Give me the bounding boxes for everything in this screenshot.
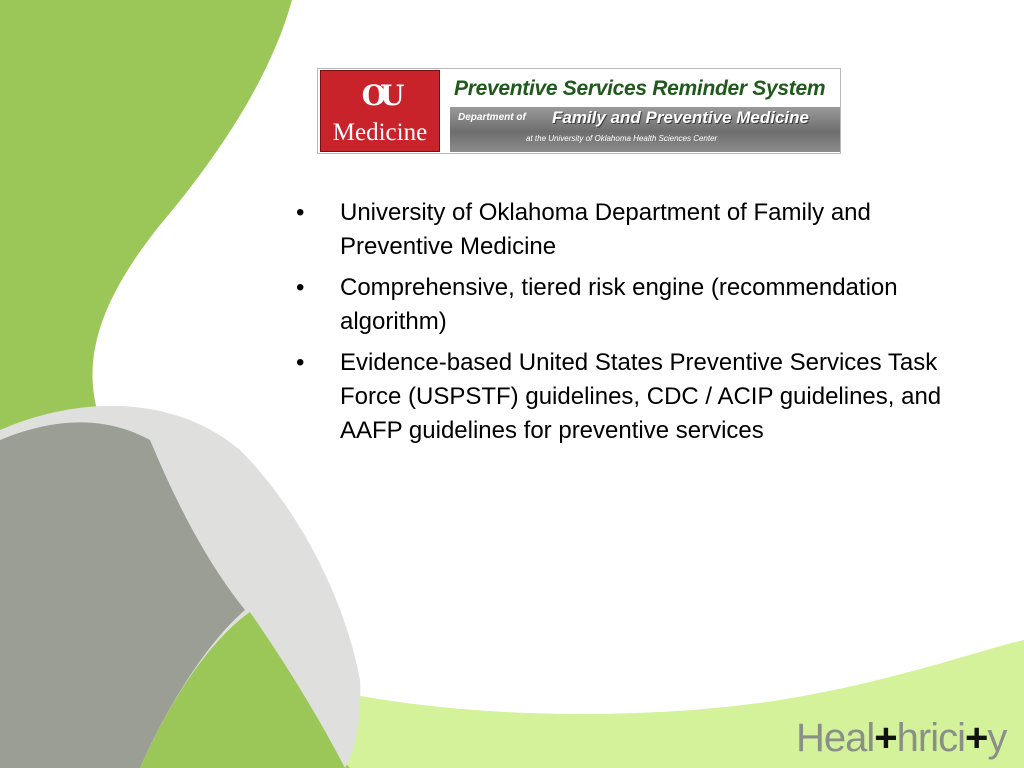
plus-icon: + <box>874 716 897 760</box>
department-name: Family and Preventive Medicine <box>552 108 809 127</box>
logo-text: Medicine <box>332 119 428 146</box>
bullet-text: University of Oklahoma Department of Family and Preventive Medicine <box>340 199 871 260</box>
brand-part: hrici <box>896 716 965 760</box>
department-prefix: Department of <box>458 112 526 123</box>
ou-medicine-logo <box>320 70 440 152</box>
banner-title: Preventive Services Reminder System <box>454 77 826 100</box>
bullet-text: Evidence-based United States Preventive Services Task Force (USPSTF) guidelines, CDC / ACIP guidelines, and AAFP guidelines for preventive services <box>340 349 942 444</box>
department-strip <box>450 107 840 152</box>
bullet-item <box>296 346 956 448</box>
bullet-icon: • <box>296 199 305 226</box>
bullet-icon: • <box>296 349 305 376</box>
ou-monogram-icon: OU <box>361 79 399 112</box>
healthricity-logo <box>796 716 1006 761</box>
department-banner <box>317 68 841 154</box>
bullet-list <box>296 196 956 455</box>
bullet-icon: • <box>296 274 305 301</box>
plus-icon: + <box>964 716 988 760</box>
brand-part: Heal <box>796 716 875 760</box>
department-location: at the University of Oklahoma Health Sciences Center <box>526 134 718 143</box>
bullet-item <box>296 196 956 264</box>
bullet-text: Comprehensive, tiered risk engine (recommendation algorithm) <box>340 274 898 335</box>
brand-part: y <box>987 716 1007 760</box>
bullet-item <box>296 271 956 339</box>
